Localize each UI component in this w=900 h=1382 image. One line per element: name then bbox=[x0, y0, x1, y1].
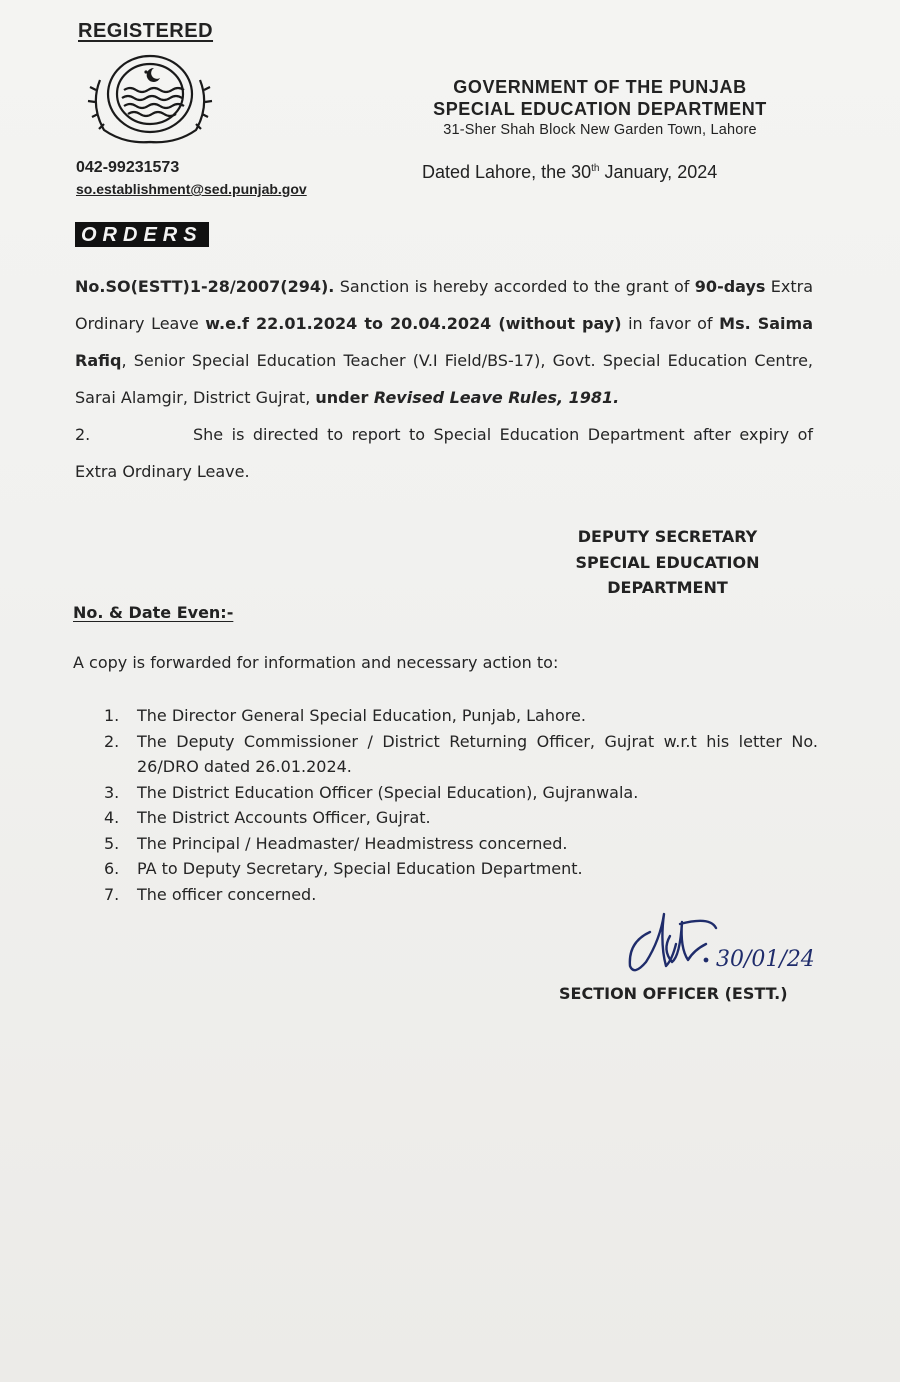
no-date-even: No. & Date Even:- bbox=[73, 603, 234, 622]
punjab-government-seal-icon bbox=[86, 50, 214, 146]
order-paragraph-2: 2. She is directed to report to Special Education Department after expiry of Extra Ordinary Leave. bbox=[75, 416, 813, 490]
list-item: 3. The District Education Officer (Special Education), Gujranwala. bbox=[104, 782, 639, 802]
list-item: 7. The officer concerned. bbox=[104, 884, 317, 904]
section-officer-signatory: SECTION OFFICER (ESTT.) bbox=[559, 984, 788, 1003]
copy-forwarded-line: A copy is forwarded for information and necessary action to: bbox=[73, 653, 559, 672]
dated-line: Dated Lahore, the 30th January, 2024 bbox=[422, 162, 718, 182]
paragraph-number: 2. bbox=[75, 425, 91, 444]
employee-name: Ms. Saima Rafiq bbox=[75, 314, 814, 370]
government-title: GOVERNMENT OF THE PUNJAB bbox=[453, 77, 747, 97]
order-reference: No.SO(ESTT)1-28/2007(294). bbox=[75, 277, 335, 296]
list-item: 6. PA to Deputy Secretary, Special Education Department. bbox=[104, 859, 583, 878]
deputy-secretary-signatory: DEPUTY SECRETARY SPECIAL EDUCATION DEPARTMENT bbox=[575, 527, 760, 597]
list-item: 1. The Director General Special Education, Punjab, Lahore. bbox=[104, 706, 586, 725]
list-item: 4. The District Accounts Officer, Gujrat. bbox=[104, 808, 431, 827]
phone-number: 042-99231573 bbox=[76, 159, 180, 176]
signature-date: 30/01/24 bbox=[716, 947, 815, 972]
list-item: 5. The Principal / Headmaster/ Headmistress concerned. bbox=[104, 833, 568, 853]
department-title: SPECIAL EDUCATION DEPARTMENT bbox=[433, 99, 767, 119]
department-address: 31-Sher Shah Block New Garden Town, Lahore bbox=[443, 122, 757, 138]
registered-label: REGISTERED bbox=[78, 20, 214, 42]
list-item: 2. The Deputy Commissioner / District Returning Officer, Gujrat w.r.t his letter No. 26/DRO dated 26.01.2024. bbox=[104, 731, 818, 776]
handwritten-signature bbox=[620, 910, 820, 980]
orders-heading: ORDERS bbox=[75, 222, 209, 247]
order-paragraph-1: No.SO(ESTT)1-28/2007(294). Sanction is hereby accorded to the grant of 90-days Extra Ordinary Leave w.e.f 22.01.2024 to 20.04.2024 (without pay) in favor of Ms. Saima Rafiq, Senior Special Education Teacher (V.I Field/BS-17), Govt. Special Education Centre, Sarai Alamgir, District Gujrat, under Revised Leave Rules, 1981. bbox=[75, 277, 814, 407]
recipients-list bbox=[104, 703, 818, 907]
email-address: so.establishment@sed.punjab.gov bbox=[76, 181, 307, 197]
